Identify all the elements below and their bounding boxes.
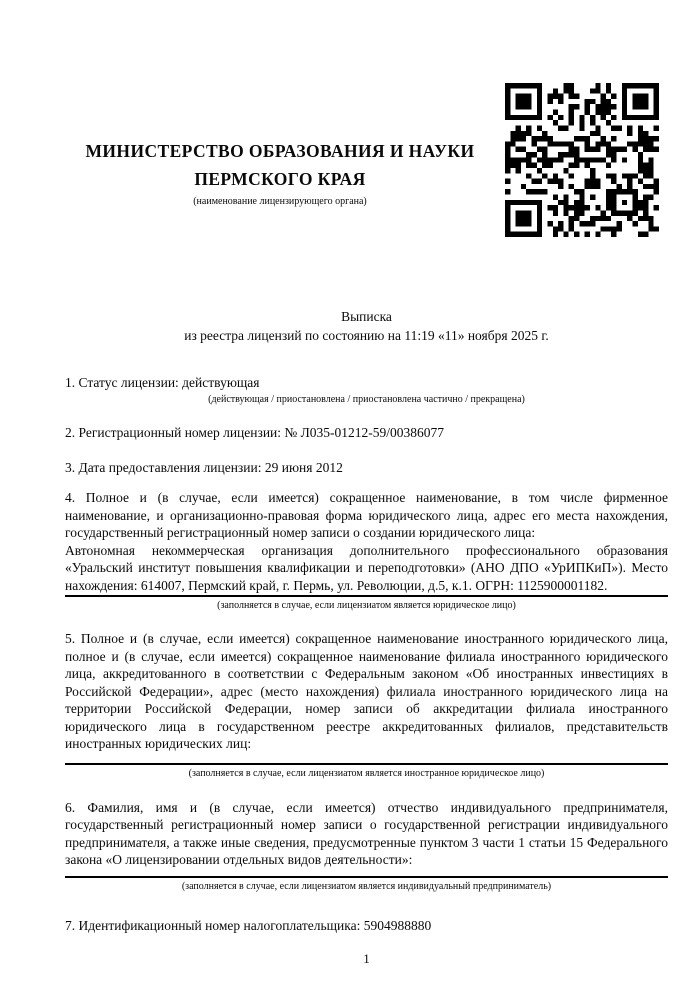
item-6-label: 6. Фамилия, имя и (в случае, если имеется) отчество индивидуального предпринимателя, государственный регистрационный номер записи о государственной регистрации индивидуального предпринимателя, а также иные сведения, предусмотренные пунктом 3 части 1 статьи 15 Федерального закона «О лицензировании отдельных видов деятельности»:: [65, 799, 668, 867]
ministry-caption: (наименование лицензирующего органа): [193, 196, 367, 207]
item-3-grant-date: 3. Дата предоставления лицензии: 29 июня 2012: [65, 460, 343, 475]
ministry-name-line-2: ПЕРМСКОГО КРАЯ: [194, 169, 366, 189]
item-6-blank-field: [65, 869, 668, 878]
item-1-license-status: [65, 373, 668, 406]
item-4-label: 4. Полное и (в случае, если имеется) сокращенное наименование, в том числе фирменное наименование, и организационно-правовая форма юридического лица, адрес его места нахождения, государственный регистрационный номер записи о создании юридического лица:: [65, 490, 668, 540]
item-6-caption: (заполняется в случае, если лицензиатом является индивидуальный предприниматель): [181, 880, 552, 892]
item-4-value: Автономная некоммерческая организация дополнительного профессионального образования «Уральский институт повышения квалификации и переподготовки» (АНО ДПО «УрИПКиП»). Место нахождения: 614007, Пермский край, г. Пермь, ул. Революции, д.5, к.1. ОГРН: 1125900001182.: [65, 542, 668, 598]
item-5-blank-field: [65, 753, 668, 765]
qr-code-icon: [505, 83, 659, 237]
item-7-taxpayer-number: 7. Идентификационный номер налогоплательщика: 5904988880: [65, 917, 432, 933]
ministry-name-line-1: МИНИСТЕРСТВО ОБРАЗОВАНИЯ И НАУКИ: [85, 141, 475, 161]
licensing-authority-block: [65, 137, 495, 209]
item-1-caption: (действующая / приостановлена / приостановлена частично / прекращена): [208, 394, 525, 405]
page-number: 1: [363, 950, 370, 966]
item-1-text: 1. Статус лицензии: действующая: [65, 375, 260, 390]
document-title: [65, 307, 668, 345]
item-4-legal-entity: [65, 489, 668, 612]
item-4-caption: (заполняется в случае, если лицензиатом является юридическое лицо): [217, 600, 516, 611]
item-5-foreign-entity: [65, 630, 668, 780]
item-2-registration-number: 2. Регистрационный номер лицензии: № Л035-01212-59/00386077: [65, 425, 445, 440]
item-5-label: 5. Полное и (в случае, если имеется) сокращенное наименование иностранного юридического лица, полное и (в случае, если имеется) сокращенное наименование филиала иностранного юридического лица, аккредитованного в соответствии с Федеральным законом «Об иностранных инвестициях в Российской Федерации», адрес (место нахождения) филиала иностранного юридического лица на территории Российской Федерации, номер записи об аккредитации филиала иностранного юридического лица в государственном реестре аккредитованных филиалов, представительств иностранных юридических лиц:: [65, 631, 668, 751]
title-line-2: из реестра лицензий по состоянию на 11:19 «11» ноября 2025 г.: [184, 328, 549, 343]
item-5-caption: (заполняется в случае, если лицензиатом является иностранное юридическое лицо): [188, 767, 545, 779]
item-6-individual-entrepreneur: [65, 799, 668, 893]
title-line-1: Выписка: [341, 309, 392, 324]
